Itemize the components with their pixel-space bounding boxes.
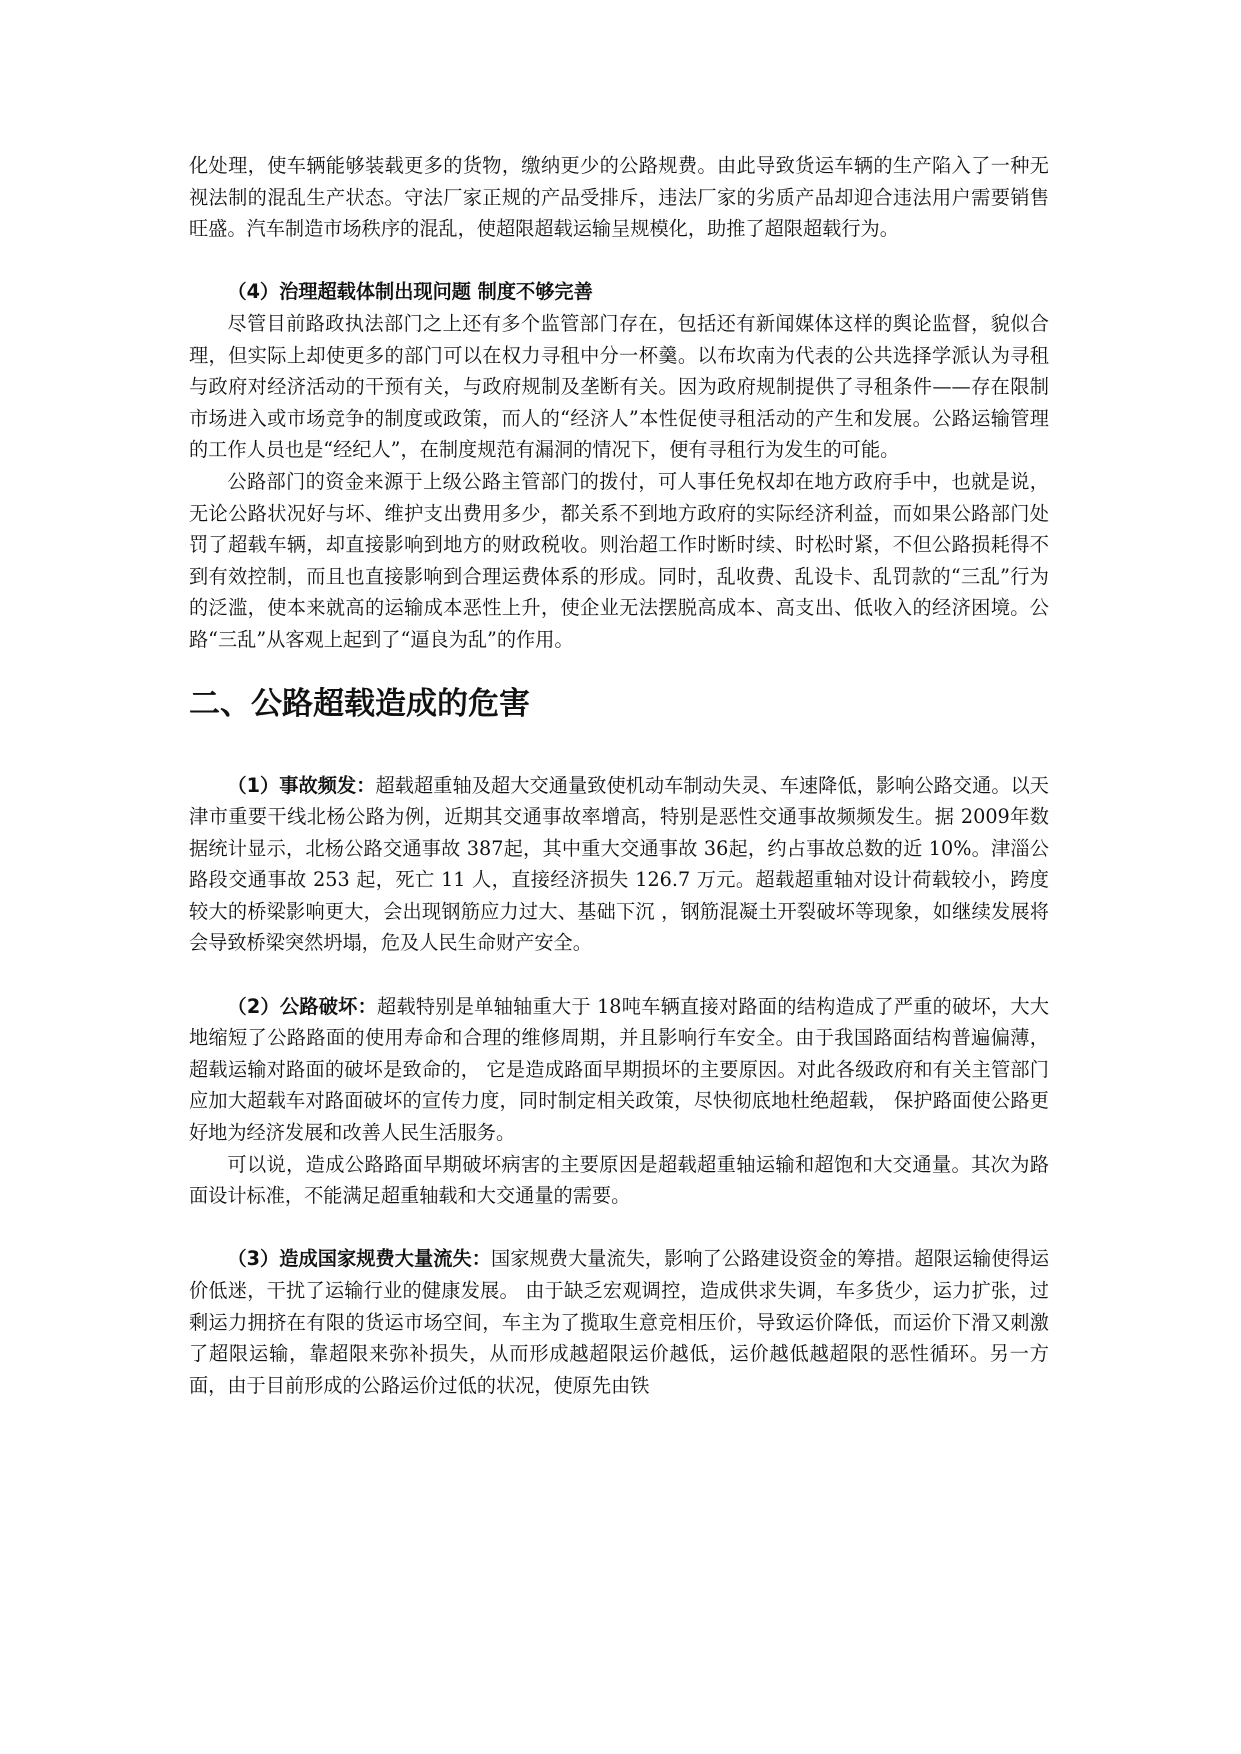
spacer (189, 959, 1049, 991)
document-page (189, 150, 1049, 1401)
item-2-followup: 可以说，造成公路路面早期破坏病害的主要原因是超载超重轴运输和超饱和大交通量。其次为路面设计标准，不能满足超重轴载和大交通量的需要。 (189, 1152, 1049, 1208)
item-3-text: 国家规费大量流失，影响了公路建设资金的筹措。超限运输使得运价低迷，干扰了运输行业的健康发展。 由于缺乏宏观调控，造成供求失调，车多货少，运力扩张，过剩运力拥挤在有限的货运市场空间，车主为了揽取生意竞相压价，导致运价降低，而运价下滑又刺激了超限运输，靠超限来弥补损失，从而形成越超限运价越低，运价越低越超限的恶性循环。另一方面，由于目前形成的公路运价过低的状况，使原先由铁 (189, 1247, 1050, 1397)
subheading-4: （4）治理超载体制出现问题 制度不够完善 (227, 280, 593, 304)
spacer (189, 245, 1049, 277)
paragraph-4b: 公路部门的资金来源于上级公路主管部门的拨付，可人事任免权却在地方政府手中，也就是说，无论公路状况好与坏、维护支出费用多少，都关系不到地方政府的实际经济利益，而如果公路部门处罚了超载车辆，却直接影响到地方的财政税收。则治超工作时断时续、时松时紧，不但公路损耗得不到有效控制，而且也直接影响到合理运费体系的形成。同时，乱收费、乱设卡、乱罚款的“三乱”行为的泛滥，使本来就高的运输成本恶性上升，使企业无法摆脱高成本、高支出、低收入的经济困境。公路“三乱”从客观上起到了“逼良为乱”的作用。 (189, 469, 1049, 651)
intro-paragraph: 化处理，使车辆能够装载更多的货物，缴纳更少的公路规费。由此导致货运车辆的生产陷入了一种无视法制的混乱生产状态。守法厂家正规的产品受排斥，违法厂家的劣质产品却迎合违法用户需要销售旺盛。汽车制造市场秩序的混乱，使超限超载运输呈规模化，助推了超限超载行为。 (189, 154, 1049, 241)
item-2-lead: （2）公路破坏： (227, 994, 378, 1018)
item-2-text: 超载特别是单轴轴重大于 18吨车辆直接对路面的结构造成了严重的破坏，大大地缩短了公路路面的使用寿命和合理的维修周期，并且影响行车安全。由于我国路面结构普遍偏薄， 超载运输对路面的破坏是致命的， 它是造成路面早期损坏的主要原因。对此各级政府和有关主管部门应加大超载车对路面破坏的宣传力度，同时制定相关政策，尽快彻底地杜绝超载， 保护路面使公路更好地为经济发展和改善人民生活服务。 (189, 994, 1050, 1145)
spacer (189, 1212, 1049, 1244)
section-title: 二、公路超载造成的危害 (189, 685, 530, 722)
item-3-lead: （3）造成国家规费大量流失： (227, 1247, 491, 1271)
item-1-text: 超载超重轴及超大交通量致使机动车制动失灵、车速降低，影响公路交通。以天津市重要干线北杨公路为例，近期其交通事故率增高，特别是恶性交通事故频频发生。据 2009年数据统计显示，北杨公路交通事故 387起，其中重大交通事故 36起，约占事故总数的近 10%。津淄公路段交通事故 253 起，死亡 11 人，直接经济损失 126.7 万元。超载超重轴对设计荷载较小，跨度较大的桥梁影响更大，会出现钢筋应力过大、基础下沉 ，钢筋混凝土开裂破坏等现象，如继续发展将会导致桥梁突然坍塌，危及人民生命财产安全。 (189, 773, 1049, 955)
item-3-paragraph (189, 1243, 1049, 1401)
item-1-paragraph (189, 770, 1049, 960)
item-1-lead: （1）事故频发： (227, 773, 376, 797)
item-2-paragraph (189, 991, 1049, 1149)
paragraph-4a: 尽管目前路政执法部门之上还有多个监管部门存在，包括还有新闻媒体这样的舆论监督，貌似合理，但实际上却使更多的部门可以在权力寻租中分一杯羹。以布坎南为代表的公共选择学派认为寻租与政府对经济活动的干预有关，与政府规制及垄断有关。因为政府规制提供了寻租条件——存在限制市场进入或市场竞争的制度或政策，而人的“经济人”本性促使寻租活动的产生和发展。公路运输管理的工作人员也是“经纪人”，在制度规范有漏洞的情况下，便有寻租行为发生的可能。 (189, 311, 1049, 462)
